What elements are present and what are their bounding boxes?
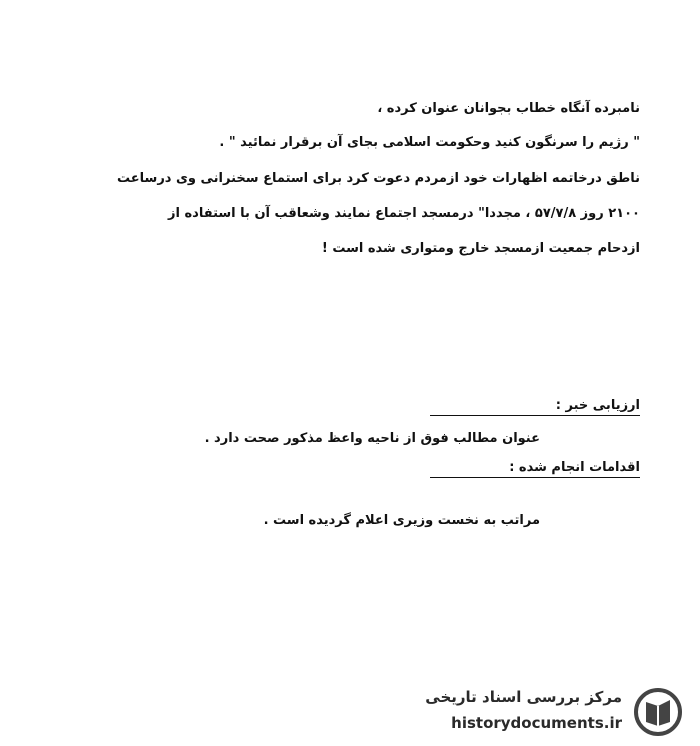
actions-heading: اقدامات انجام شده : [430,460,640,478]
watermark [402,684,692,740]
document-line-1: نامبرده آنگاه خطاب بجوانان عنوان کرده ، [377,101,640,116]
actions-text: مراتب به نخست وزیری اعلام گردیده است . [263,513,540,528]
document-line-5: ازدحام جمعیت ازمسجد خارج ومتواری شده است ! [321,241,640,256]
watermark-title: مرکز بررسی اسناد تاریخی [425,688,622,706]
evaluation-text: عنوان مطالب فوق از ناحیه واعظ مذکور صحت دارد . [204,431,540,446]
document-line-4: ۲۱۰۰ روز ۵۷/۷/۸ ، مجددا" درمسجد اجتماع نمایند وشعاقب آن با استفاده از [168,206,640,221]
document-line-3: ناطق درخاتمه اظهارات خود ازمردم دعوت کرد برای استماع سخنرانی وی درساعت [117,171,640,186]
book-icon [632,688,684,736]
document-line-2: " رژیم را سرنگون کنید وحکومت اسلامی بجای آن برقرار نمائید " . [219,135,640,150]
watermark-url: historydocuments.ir [451,714,622,732]
evaluation-heading: ارزیابی خبر : [430,398,640,416]
